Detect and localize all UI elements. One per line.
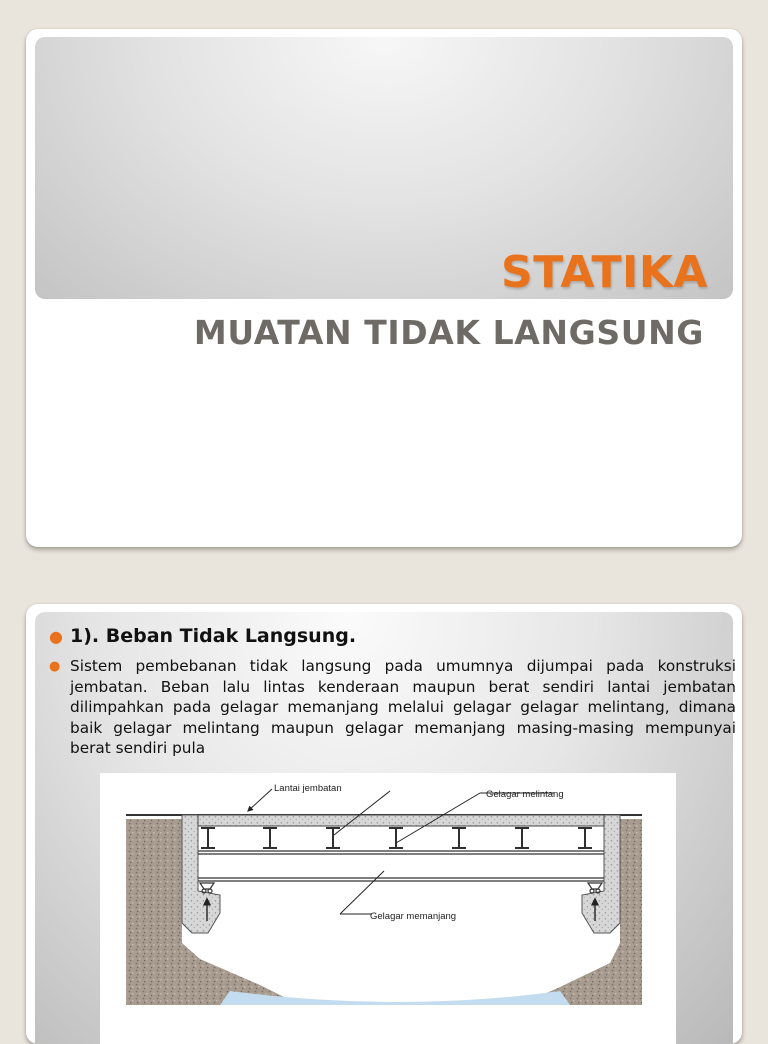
bridge-diagram — [100, 773, 676, 1044]
slide-subtitle-text: MUATAN TIDAK LANGSUNG — [193, 313, 704, 352]
slide-title — [26, 29, 742, 547]
bullet-dot-icon: ● — [49, 659, 61, 674]
bridge-diagram-svg — [100, 773, 676, 1044]
cross-girder — [578, 827, 592, 849]
longitudinal-girder — [198, 851, 604, 881]
cross-girder — [515, 827, 529, 849]
cross-girder — [326, 827, 340, 849]
slide-title-text: STATIKA — [501, 247, 708, 298]
cross-girders — [201, 827, 592, 849]
cross-girder — [263, 827, 277, 849]
bullet-paragraph-text: Sistem pembebanan tidak langsung pada umumnya dijumpai pada konstruksi jembatan. Beban lalu lintas kenderaan maupun berat sendiri lantai jembatan dilimpahkan pada gelagar memanjang melalui gelagar gelagar melintang, dimana baik gelagar melintang maupun gelagar memanjang masing-masing mempunyai berat sendiri pula — [70, 657, 736, 758]
slide-content — [26, 604, 742, 1044]
bullet-heading — [46, 625, 736, 647]
cross-girder — [452, 827, 466, 849]
bullet-heading-text: 1). Beban Tidak Langsung. — [70, 625, 357, 647]
cross-girder — [389, 827, 403, 849]
deck-slab — [198, 815, 604, 826]
bearings — [200, 883, 602, 893]
bullet-dot-icon: ● — [49, 627, 63, 646]
cross-girder — [201, 827, 215, 849]
bullet-paragraph — [46, 656, 736, 759]
label-deck: Lantai jembatan — [274, 783, 342, 794]
abutment-right — [582, 815, 620, 933]
label-long-girder: Gelagar memanjang — [370, 911, 457, 922]
label-cross-girder: Gelagar melintang — [486, 789, 564, 800]
abutment-left — [182, 815, 220, 933]
soil-right — [520, 819, 642, 1005]
